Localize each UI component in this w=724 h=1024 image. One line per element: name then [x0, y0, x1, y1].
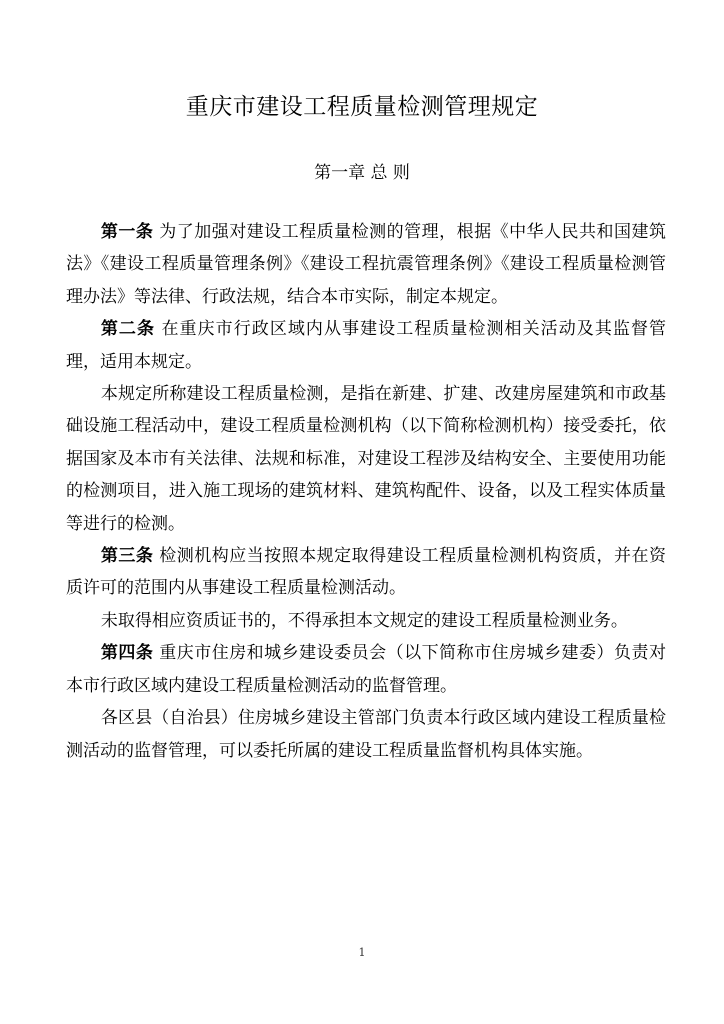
document-title: 重庆市建设工程质量检测管理规定 [185, 94, 539, 120]
document-body [66, 216, 666, 767]
paragraph-text: 未取得相应资质证书的，不得承担本文规定的建设工程质量检测业务。 [100, 610, 628, 631]
chapter-name: 总 则 [370, 163, 410, 183]
paragraph-text: 本规定所称建设工程质量检测，是指在新建、扩建、改建房屋建筑和市政基础设施工程活动中，建设工程质量检测机构（以下简称检测机构）接受委托，依据国家及本市有关法律、法规和标准，对建设工程涉及结构安全、主要使用功能的检测项目，进入施工现场的建筑材料、建筑构配件、设备，以及工程实体质量等进行的检测。 [66, 384, 666, 534]
paragraph [66, 637, 666, 702]
page-number: 1 [358, 946, 366, 959]
article-number: 第二条 [100, 319, 156, 340]
paragraph-text: 为了加强对建设工程质量检测的管理，根据《中华人民共和国建筑法》《建设工程质量管理条例》《建设工程抗震管理条例》《建设工程质量检测管理办法》等法律、行政法规，结合本市实际，制定本规定。 [66, 222, 667, 307]
chapter-heading [0, 158, 724, 183]
paragraph [66, 216, 666, 313]
paragraph [66, 313, 666, 378]
paragraph-text: 重庆市住房和城乡建设委员会（以下简称市住房城乡建委）负责对本市行政区域内建设工程质量检测活动的监督管理。 [66, 643, 667, 696]
article-number: 第四条 [100, 643, 154, 664]
paragraph [66, 540, 666, 605]
paragraph [66, 702, 666, 767]
paragraph-text: 在重庆市行政区域内从事建设工程质量检测相关活动及其监督管理，适用本规定。 [66, 319, 666, 372]
paragraph [66, 605, 666, 637]
paragraph-text: 各区县（自治县）住房城乡建设主管部门负责本行政区域内建设工程质量检测活动的监督管理，可以委托所属的建设工程质量监督机构具体实施。 [66, 708, 666, 761]
paragraph [66, 378, 666, 540]
article-number: 第三条 [100, 546, 154, 567]
article-number: 第一条 [100, 222, 154, 242]
paragraph-text: 检测机构应当按照本规定取得建设工程质量检测机构资质，并在资质许可的范围内从事建设工程质量检测活动。 [66, 546, 667, 599]
chapter-label: 第一章 [314, 163, 366, 183]
